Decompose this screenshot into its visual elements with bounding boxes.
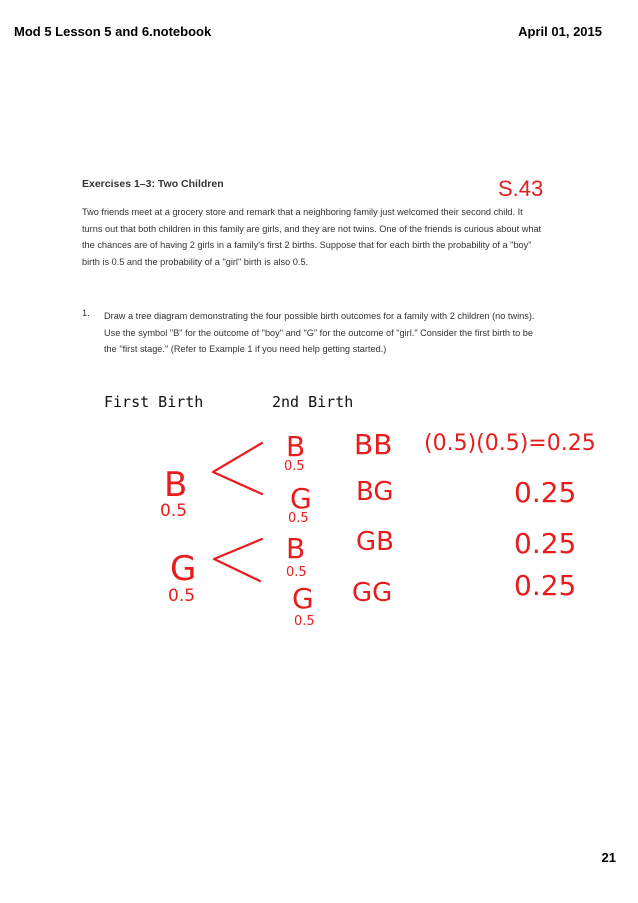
second-birth-b1-prob: 0.5: [284, 459, 305, 474]
first-birth-label: First Birth: [104, 393, 204, 411]
slide-reference: S.43: [498, 176, 544, 201]
outcome-gb: GB: [356, 527, 394, 557]
second-birth-g1-prob: 0.5: [288, 511, 309, 526]
second-birth-g2: G: [292, 582, 314, 615]
question-text: Draw a tree diagram demonstrating the four possible birth outcomes for a family with 2 children (no twins). Use the symbol "B" for the outcome of "boy" and "G" for the outcome of "girl." Consider the first birth to be the "first stage." (Refer to Example 1 if you need help getting started.): [104, 311, 535, 354]
probability-calculation: (0.5)(0.5)=0.25: [424, 431, 596, 456]
second-birth-b1: B: [286, 430, 306, 463]
first-birth-boy-prob: 0.5: [160, 501, 188, 521]
exercise-paragraph: Two friends meet at a grocery store and remark that a neighboring family just welcomed their second child. It turns out that both children in this family are girls, and they are not twins. One of the friends is curious about what the chances are of having 2 girls in a family's first 2 births. Suppose that for each birth the probability of a "boy" birth is 0.5 and the probability of a "girl" birth is also 0.5.: [82, 207, 542, 267]
first-birth-girl-prob: 0.5: [168, 586, 196, 606]
page-date: April 01, 2015: [518, 24, 602, 39]
outcome-bg: BG: [356, 477, 394, 507]
probability-gb: 0.25: [514, 527, 577, 560]
exercise-title: Exercises 1–3: Two Children: [82, 178, 224, 190]
branch-lines-b: [213, 443, 262, 494]
second-birth-g2-prob: 0.5: [294, 614, 315, 629]
outcome-gg: GG: [352, 578, 393, 608]
second-birth-g1: G: [290, 482, 312, 515]
probability-gg: 0.25: [514, 569, 577, 602]
outcome-bb: BB: [354, 428, 393, 461]
page-number: 21: [601, 850, 616, 865]
second-birth-label: 2nd Birth: [272, 393, 354, 411]
first-birth-girl: G: [170, 549, 197, 589]
probability-bg: 0.25: [514, 476, 577, 509]
first-birth-boy: B: [164, 465, 188, 505]
notebook-title: Mod 5 Lesson 5 and 6.notebook: [14, 24, 212, 39]
second-birth-b2-prob: 0.5: [286, 565, 307, 580]
branch-lines-g: [214, 539, 262, 581]
question-number: 1.: [82, 308, 90, 318]
second-birth-b2: B: [286, 532, 306, 565]
